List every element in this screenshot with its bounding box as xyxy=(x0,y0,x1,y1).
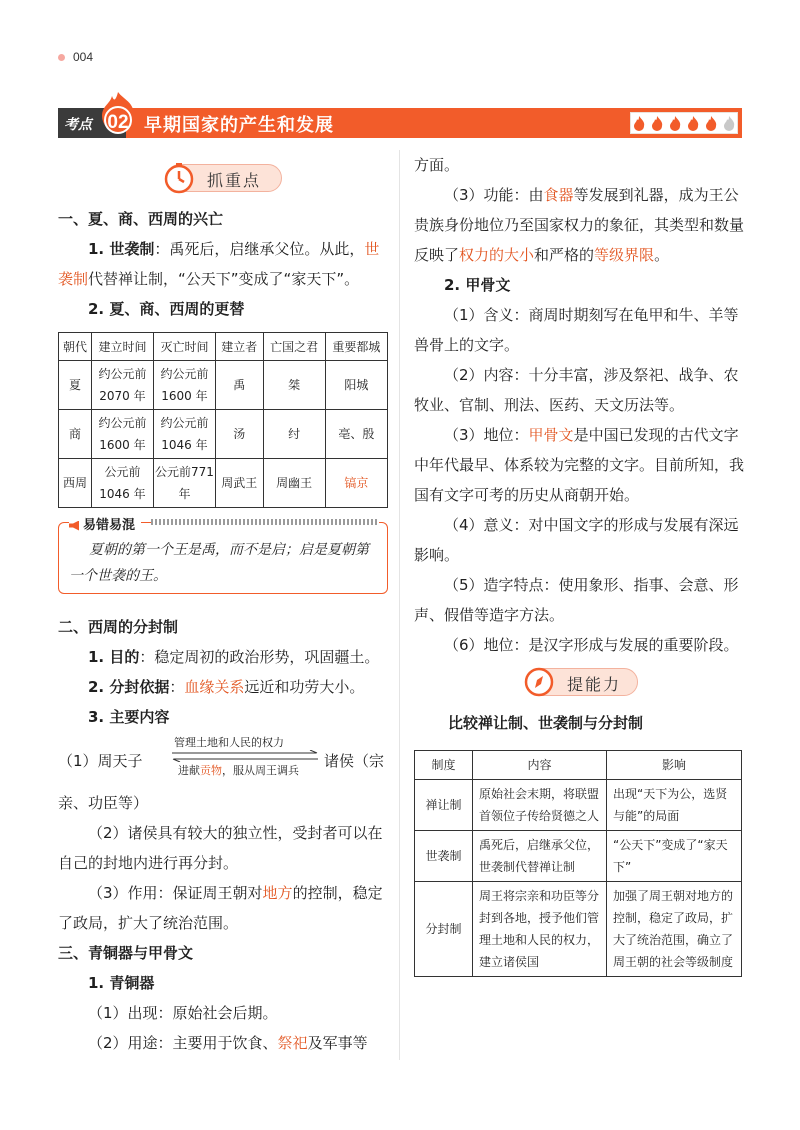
text: 进献 xyxy=(178,764,200,777)
section-banner xyxy=(58,108,742,138)
paragraph xyxy=(414,180,744,270)
text: 和严格的 xyxy=(534,246,595,264)
table-row xyxy=(415,780,742,831)
flame-icon xyxy=(703,115,719,131)
table-cell: 夏 xyxy=(59,361,92,410)
ability-label: 提能力 xyxy=(567,675,622,694)
text: （3）功能：由 xyxy=(444,186,544,204)
subheading: 3. 主要内容 xyxy=(88,708,170,726)
table-cell: 约公元前1046 年 xyxy=(153,410,215,459)
subheading: 1. 目的 xyxy=(88,648,140,666)
table-cell: 禹 xyxy=(215,361,263,410)
difficulty-rating xyxy=(630,112,738,134)
stopwatch-icon xyxy=(163,162,195,194)
table-cell: 阳城 xyxy=(325,361,387,410)
table-cell: 汤 xyxy=(215,410,263,459)
table-header: 朝代 xyxy=(59,333,92,361)
compass-icon xyxy=(523,666,555,698)
left-column xyxy=(58,150,388,1058)
common-mistake-title xyxy=(69,514,141,533)
paragraph xyxy=(58,1028,388,1058)
table-header: 制度 xyxy=(415,751,473,780)
paragraph: （1）含义：商周时期刻写在龟甲和牛、羊等兽骨上的文字。 xyxy=(414,306,739,354)
table-cell: 出现“天下为公，选贤与能”的局面 xyxy=(607,780,742,831)
kaodian-number: 02 xyxy=(107,112,129,133)
table-cell: 原始社会末期，将联盟首领位子传给贤德之人 xyxy=(473,780,607,831)
table-title: 比较禅让制、世袭制与分封制 xyxy=(448,714,644,732)
table-cell: 约公元前2070 年 xyxy=(91,361,153,410)
table-cell: 公元前771 年 xyxy=(153,459,215,508)
subheading: 1. 青铜器 xyxy=(88,974,155,992)
highlight-text: 权力的大小 xyxy=(459,246,535,264)
column-divider xyxy=(399,150,400,1060)
subheading: 1. 世袭制 xyxy=(88,240,155,258)
key-points-header xyxy=(58,150,388,190)
table-cell: 世袭制 xyxy=(415,831,473,882)
table-cell: 禹死后，启继承父位，世袭制代替禅让制 xyxy=(473,831,607,882)
table-cell: 周王将宗亲和功臣等分封到各地，授予他们管理土地和人民的权力，建立诸侯国 xyxy=(473,882,607,977)
text: ： xyxy=(169,678,185,696)
diagram-left: （1）周天子 xyxy=(58,752,143,770)
text: 代替禅让制，“公天下”变成了“家天下”。 xyxy=(88,270,360,288)
highlight-text: 世袭制 xyxy=(58,240,380,288)
text: ：稳定周初的政治形势，巩固疆土。 xyxy=(139,648,380,666)
divider xyxy=(151,519,379,525)
text: 远近和功劳大小。 xyxy=(244,678,365,696)
ability-pill xyxy=(526,668,638,696)
table-cell: 约公元前1600 年 xyxy=(91,410,153,459)
highlight-text: 祭祀 xyxy=(277,1034,308,1052)
section-heading: 二、西周的分封制 xyxy=(58,618,179,636)
text: 易错易混 xyxy=(83,518,136,533)
highlight-text: 食器 xyxy=(543,186,574,204)
right-column xyxy=(414,150,744,977)
double-arrow-icon xyxy=(170,750,320,762)
table-header: 灭亡时间 xyxy=(153,333,215,361)
diagram-right: 诸侯（宗 xyxy=(324,752,385,770)
page-number: 004 xyxy=(58,50,93,64)
table-cell: 禅让制 xyxy=(415,780,473,831)
highlight-text: 地方 xyxy=(262,884,293,902)
common-mistake-text: 夏朝的第一个王是禹，而不是启；启是夏朝第一个世袭的王。 xyxy=(69,542,369,584)
table-row xyxy=(59,459,388,508)
comparison-table xyxy=(414,750,742,977)
table-row xyxy=(59,361,388,410)
highlight-text: 等级界限 xyxy=(594,246,655,264)
table-cell: 分封制 xyxy=(415,882,473,977)
table-row xyxy=(59,410,388,459)
table-header: 建立者 xyxy=(215,333,263,361)
flame-icon xyxy=(667,115,683,131)
dynasty-table xyxy=(58,332,388,508)
flame-gray-icon xyxy=(721,115,737,131)
paragraph xyxy=(58,672,388,702)
section-title: 早期国家的产生和发展 xyxy=(144,115,334,136)
table-cell: 加强了周王朝对地方的控制，稳定了政局，扩大了统治范围，确立了周王朝的社会等级制度 xyxy=(607,882,742,977)
flame-icon xyxy=(649,115,665,131)
subheading: 2. 夏、商、西周的更替 xyxy=(88,300,245,318)
table-cell: 周幽王 xyxy=(263,459,325,508)
subheading: 2. 甲骨文 xyxy=(444,276,511,294)
key-points-label: 抓重点 xyxy=(207,171,262,190)
table-row xyxy=(415,831,742,882)
table-header: 亡国之君 xyxy=(263,333,325,361)
table-cell: 镐京 xyxy=(325,459,387,508)
text: 是中国已发现的古代文字中年代最早、体系较为完整的文字。目前所知，我国有文字可考的历史从商朝开始。 xyxy=(414,426,745,504)
diagram-top-label: 管理土地和人民的权力 xyxy=(174,736,284,749)
text: 及军事等 xyxy=(307,1034,368,1052)
paragraph xyxy=(414,420,744,510)
table-cell: 公元前1046 年 xyxy=(91,459,153,508)
text: ：禹死后，启继承父位。从此， xyxy=(154,240,365,258)
table-header: 建立时间 xyxy=(91,333,153,361)
table-cell: 西周 xyxy=(59,459,92,508)
highlight-text: 血缘关系 xyxy=(184,678,245,696)
table-cell: 周武王 xyxy=(215,459,263,508)
common-mistake-box xyxy=(58,518,388,594)
table-cell: 商 xyxy=(59,410,92,459)
paragraph xyxy=(58,878,388,938)
text: 。 xyxy=(654,246,670,264)
flame-icon xyxy=(685,115,701,131)
diagram-bottom-label xyxy=(178,762,299,778)
text: （3）作用：保证周王朝对 xyxy=(88,884,263,902)
table-cell: “公天下”变成了“家天下” xyxy=(607,831,742,882)
text: 等发展到礼器，成为王公贵族身份地位乃至国家权力的象征，其类型和数量反映了 xyxy=(414,186,745,264)
paragraph: （1）出现：原始社会后期。 xyxy=(88,1004,278,1022)
text: （2）用途：主要用于饮食、 xyxy=(88,1034,278,1052)
flame-icon xyxy=(631,115,647,131)
highlight-text: 甲骨文 xyxy=(528,426,574,444)
paragraph: 方面。 xyxy=(414,156,460,174)
paragraph: （2）内容：十分丰富，涉及祭祀、战争、农牧业、官制、刑法、医药、天文历法等。 xyxy=(414,366,739,414)
paragraph: 亲、功臣等） xyxy=(58,794,149,812)
text: 的控制，稳定了政局，扩大了统治范围。 xyxy=(58,884,383,932)
paragraph: （5）造字特点：使用象形、指事、会意、形声、假借等造字方法。 xyxy=(414,576,739,624)
paragraph xyxy=(58,234,388,294)
table-header: 影响 xyxy=(607,751,742,780)
table-cell: 亳、殷 xyxy=(325,410,387,459)
paragraph xyxy=(58,642,388,672)
highlight-text: 贡物 xyxy=(200,764,222,777)
section-heading: 一、夏、商、西周的兴亡 xyxy=(58,210,224,228)
table-cell: 纣 xyxy=(263,410,325,459)
table-cell: 桀 xyxy=(263,361,325,410)
paragraph: （4）意义：对中国文字的形成与发展有深远影响。 xyxy=(414,516,739,564)
ability-header xyxy=(414,668,744,704)
table-header: 重要都城 xyxy=(325,333,387,361)
text: （3）地位： xyxy=(444,426,529,444)
table-row xyxy=(415,882,742,977)
subheading: 2. 分封依据 xyxy=(88,678,170,696)
table-header: 内容 xyxy=(473,751,607,780)
paragraph: （2）诸侯具有较大的独立性，受封者可以在自己的封地内进行再分封。 xyxy=(58,824,383,872)
section-heading: 三、青铜器与甲骨文 xyxy=(58,944,194,962)
enfeoffment-diagram xyxy=(58,732,388,794)
kaodian-label: 考点 xyxy=(64,117,92,133)
speaker-icon xyxy=(69,521,79,531)
table-cell: 约公元前1600 年 xyxy=(153,361,215,410)
key-points-pill xyxy=(166,164,282,192)
paragraph: （6）地位：是汉字形成与发展的重要阶段。 xyxy=(444,636,739,654)
text: ，服从周王调兵 xyxy=(222,764,299,777)
